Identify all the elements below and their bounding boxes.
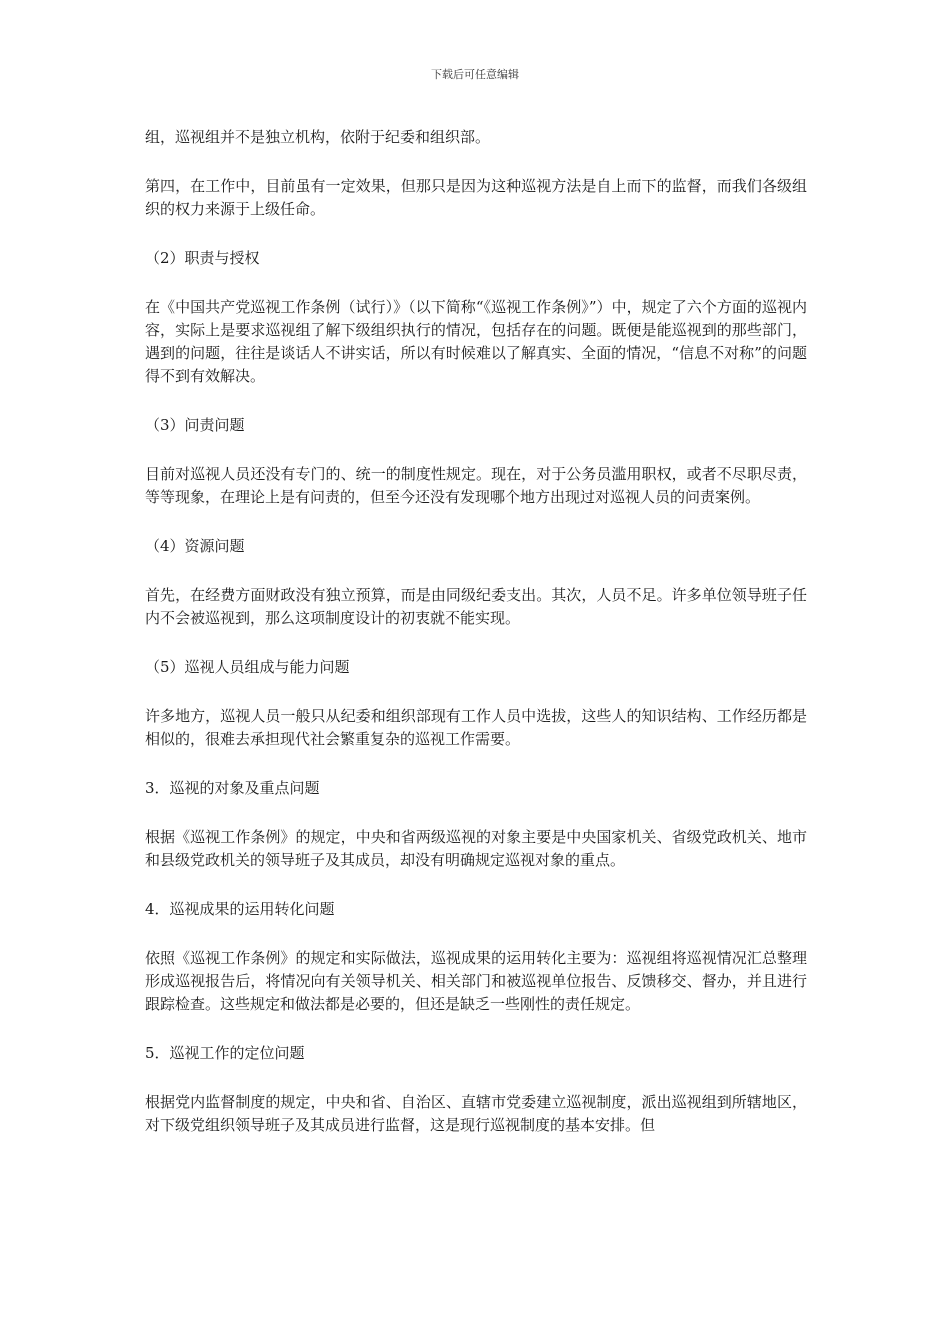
section-heading: （2）职责与授权 [145,249,260,267]
section-heading: 5．巡视工作的定位问题 [145,1044,305,1062]
paragraph: 组，巡视组并不是独立机构，依附于纪委和组织部。 [145,128,491,146]
paragraph: 依照《巡视工作条例》的规定和实际做法，巡视成果的运用转化主要为：巡视组将巡视情况汇总整理形成巡视报告后，将情况向有关领导机关、相关部门和被巡视单位报告、反馈移交、督办，并且进行跟踪检查。这些规定和做法都是必要的，但还是缺乏一些刚性的责任规定。 [145,949,807,1013]
section-heading: （4）资源问题 [145,537,245,555]
paragraph: 在《中国共产党巡视工作条例（试行）》（以下简称“《巡视工作条例》”）中，规定了六个方面的巡视内容，实际上是要求巡视组了解下级组织执行的情况，包括存在的问题。既便是能巡视到的那些部门，遇到的问题，往往是谈话人不讲实话，所以有时候难以了解真实、全面的情况，“信息不对称”的问题得不到有效解决。 [145,298,807,385]
paragraph: 目前对巡视人员还没有专门的、统一的制度性规定。现在，对于公务员滥用职权，或者不尽职尽责，等等现象，在理论上是有问责的，但至今还没有发现哪个地方出现过对巡视人员的问责案例。 [145,465,807,506]
section-heading: 4．巡视成果的运用转化问题 [145,900,335,918]
paragraph: 第四，在工作中，目前虽有一定效果，但那只是因为这种巡视方法是自上而下的监督，而我们各级组织的权力来源于上级任命。 [145,177,807,218]
page-header: 下载后可任意编辑 [431,68,519,81]
section-heading: 3．巡视的对象及重点问题 [145,779,320,797]
paragraph: 根据党内监督制度的规定，中央和省、自治区、直辖市党委建立巡视制度，派出巡视组到所辖地区，对下级党组织领导班子及其成员进行监督，这是现行巡视制度的基本安排。但 [145,1093,807,1134]
section-heading: （5）巡视人员组成与能力问题 [145,658,350,676]
paragraph: 根据《巡视工作条例》的规定，中央和省两级巡视的对象主要是中央国家机关、省级党政机关、地市和县级党政机关的领导班子及其成员，却没有明确规定巡视对象的重点。 [145,828,807,869]
paragraph: 许多地方，巡视人员一般只从纪委和组织部现有工作人员中选拔，这些人的知识结构、工作经历都是相似的，很难去承担现代社会繁重复杂的巡视工作需要。 [145,707,807,748]
paragraph: 首先，在经费方面财政没有独立预算，而是由同级纪委支出。其次，人员不足。许多单位领导班子任内不会被巡视到，那么这项制度设计的初衷就不能实现。 [145,586,807,627]
document-body [145,126,807,1163]
section-heading: （3）问责问题 [145,416,245,434]
